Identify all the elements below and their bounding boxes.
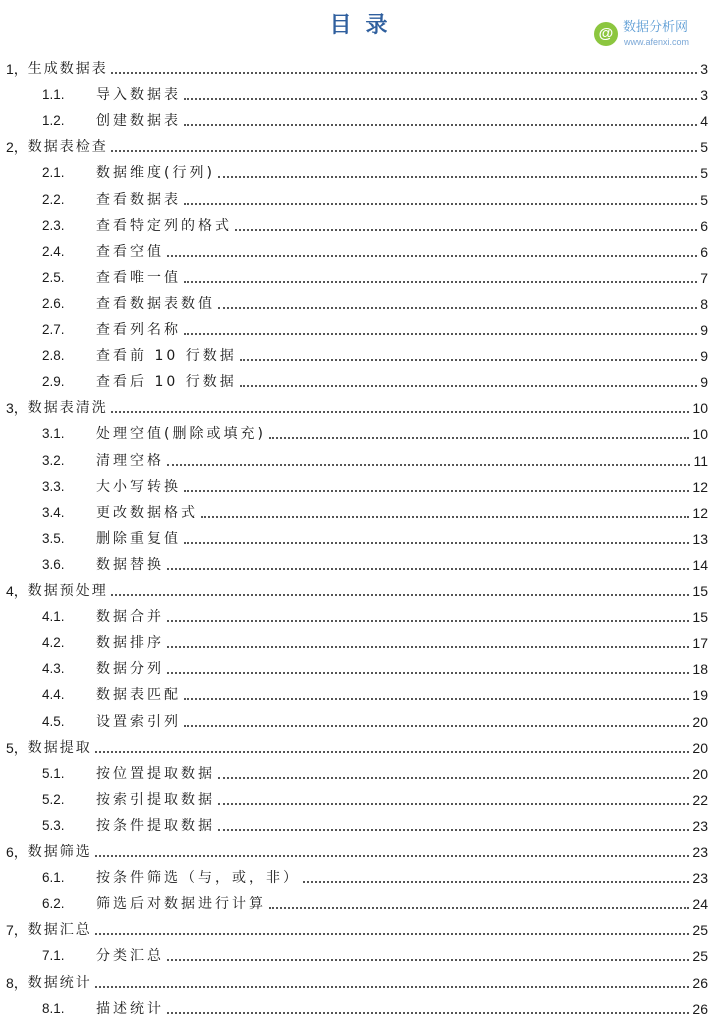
toc-section-entry[interactable] xyxy=(42,448,708,470)
toc-page-number: 11 xyxy=(693,452,708,469)
toc-entry-label: 创建数据表 xyxy=(96,113,181,130)
toc-entry-label: 数据筛选 xyxy=(27,844,92,860)
toc-dot-leader xyxy=(184,725,689,727)
toc-entry-number: 3.4. xyxy=(42,504,65,520)
toc-dot-leader xyxy=(167,255,697,257)
toc-section-entry[interactable] xyxy=(42,865,708,887)
toc-entry-number: 3.1. xyxy=(42,426,65,442)
logo-url: www.afenxi.com xyxy=(624,37,690,47)
toc-entry-label: 查看列名称 xyxy=(96,322,181,338)
toc-section-entry[interactable] xyxy=(42,709,708,731)
toc-page-number: 9 xyxy=(700,322,708,338)
toc-dot-leader xyxy=(167,959,689,961)
toc-entry-number: 2.9. xyxy=(42,374,65,390)
toc-entry-number: 7， xyxy=(6,922,28,939)
toc-dot-leader xyxy=(184,203,697,205)
toc-entry-number: 4.2. xyxy=(42,635,65,651)
toc-entry-label: 数据排序 xyxy=(96,635,164,652)
toc-section-entry[interactable] xyxy=(42,213,708,235)
toc-dot-leader xyxy=(95,986,690,988)
toc-page-number: 5 xyxy=(700,165,708,182)
toc-page-number: 25 xyxy=(692,922,708,939)
toc-entry-number: 3.6. xyxy=(42,556,65,572)
toc-page-number: 4 xyxy=(700,113,708,130)
toc-section-entry[interactable] xyxy=(42,343,708,365)
toc-section-entry[interactable] xyxy=(42,369,708,391)
toc-page-number: 6 xyxy=(700,217,708,234)
toc-entry-label: 生成数据表 xyxy=(27,61,108,77)
toc-entry-number: 3.3. xyxy=(42,478,65,494)
page-title: 目录 xyxy=(329,12,402,38)
logo-at-icon: @ xyxy=(594,22,618,46)
toc-entry-number: 3.5. xyxy=(42,530,65,546)
toc-dot-leader xyxy=(201,516,689,518)
toc-entry-label: 数据预处理 xyxy=(27,583,108,599)
toc-page-number: 20 xyxy=(692,765,708,782)
toc-entry-label: 数据表检查 xyxy=(27,139,108,156)
toc-entry-number: 8， xyxy=(6,974,28,991)
toc-entry-number: 2.3. xyxy=(42,217,65,233)
toc-entry-label: 处理空值(删除或填充) xyxy=(96,426,266,443)
toc-page-number: 7 xyxy=(700,269,708,286)
toc-dot-leader xyxy=(218,307,697,309)
toc-section-entry[interactable] xyxy=(42,265,708,287)
toc-section-entry[interactable] xyxy=(42,291,708,313)
toc-section-entry[interactable] xyxy=(42,943,708,965)
toc-dot-leader xyxy=(111,594,690,596)
toc-page-number: 22 xyxy=(692,791,708,808)
toc-dot-leader xyxy=(167,1012,689,1014)
toc-section-entry[interactable] xyxy=(42,239,708,261)
logo-name: 数据分析网 xyxy=(623,20,689,35)
toc-entry-number: 4.3. xyxy=(42,661,65,677)
toc-entry-label: 按位置提取数据 xyxy=(96,765,215,782)
toc-dot-leader xyxy=(95,751,690,753)
toc-page-number: 12 xyxy=(692,478,708,495)
toc-entry-number: 2， xyxy=(6,139,28,156)
toc-entry-number: 6， xyxy=(6,844,28,860)
toc-dot-leader xyxy=(111,150,697,152)
toc-page-number: 9 xyxy=(700,348,708,365)
toc-page-number: 15 xyxy=(692,583,708,599)
site-logo xyxy=(594,20,714,50)
toc-entry-number: 2.7. xyxy=(42,322,65,337)
toc-page-number: 3 xyxy=(700,87,708,104)
toc-section-entry[interactable] xyxy=(42,813,708,835)
toc-page-number: 23 xyxy=(692,844,708,860)
toc-page-number: 6 xyxy=(700,243,708,260)
toc-dot-leader xyxy=(167,672,689,674)
toc-dot-leader xyxy=(303,881,689,883)
toc-entry-label: 查看唯一值 xyxy=(96,269,181,286)
toc-entry-number: 1.1. xyxy=(42,87,65,103)
toc-chapter-entry[interactable] xyxy=(6,970,708,992)
toc-page-number: 10 xyxy=(692,400,708,417)
toc-section-entry[interactable] xyxy=(42,474,708,496)
toc-dot-leader xyxy=(269,907,689,909)
toc-page-number: 24 xyxy=(692,896,708,913)
toc-section-entry[interactable] xyxy=(42,996,708,1018)
toc-dot-leader xyxy=(184,98,697,100)
toc-chapter-entry[interactable] xyxy=(6,56,708,78)
toc-section-entry[interactable] xyxy=(42,317,708,339)
toc-entry-label: 数据汇总 xyxy=(27,922,92,939)
toc-entry-label: 导入数据表 xyxy=(96,87,181,104)
toc-dot-leader xyxy=(184,124,697,126)
toc-page-number: 13 xyxy=(692,530,708,547)
toc-dot-leader xyxy=(240,359,697,361)
toc-entry-number: 4.1. xyxy=(42,609,65,625)
toc-page-number: 9 xyxy=(700,374,708,391)
toc-section-entry[interactable] xyxy=(42,108,708,130)
toc-dot-leader xyxy=(184,333,697,335)
toc-section-entry[interactable] xyxy=(42,160,708,182)
toc-section-entry[interactable] xyxy=(42,891,708,913)
toc-section-entry[interactable] xyxy=(42,761,708,783)
toc-page-number: 20 xyxy=(692,713,708,730)
toc-chapter-entry[interactable] xyxy=(6,134,708,156)
toc-page-number: 23 xyxy=(692,870,708,887)
toc-entry-label: 查看数据表数值 xyxy=(96,295,215,312)
toc-entry-label: 数据合并 xyxy=(96,609,164,626)
toc-entry-number: 2.8. xyxy=(42,348,65,364)
toc-dot-leader xyxy=(95,855,690,857)
toc-chapter-entry[interactable] xyxy=(6,395,708,417)
toc-entry-label: 数据维度(行列) xyxy=(96,165,215,182)
toc-entry-number: 5， xyxy=(6,739,28,756)
toc-section-entry[interactable] xyxy=(42,187,708,209)
toc-dot-leader xyxy=(269,437,689,439)
toc-entry-label: 查看空值 xyxy=(96,243,164,260)
toc-dot-leader xyxy=(167,568,689,570)
toc-entry-label: 按条件提取数据 xyxy=(96,817,215,834)
toc-entry-label: 分类汇总 xyxy=(96,948,164,965)
toc-page-number: 26 xyxy=(692,974,708,991)
toc-page-number: 14 xyxy=(692,556,708,573)
toc-section-entry[interactable] xyxy=(42,656,708,678)
toc-dot-leader xyxy=(184,542,689,544)
toc-section-entry[interactable] xyxy=(42,421,708,443)
toc-entry-number: 2.4. xyxy=(42,243,65,259)
toc-entry-number: 5.3. xyxy=(42,817,65,833)
toc-entry-number: 7.1. xyxy=(42,948,65,964)
toc-entry-label: 查看后 10 行数据 xyxy=(96,374,237,391)
toc-section-entry[interactable] xyxy=(42,526,708,548)
toc-entry-label: 筛选后对数据进行计算 xyxy=(96,896,266,913)
toc-entry-label: 描述统计 xyxy=(96,1000,164,1017)
toc-entry-label: 更改数据格式 xyxy=(96,504,198,521)
toc-dot-leader xyxy=(218,829,689,831)
toc-entry-number: 5.1. xyxy=(42,765,65,781)
toc-entry-number: 2.1. xyxy=(42,165,65,181)
toc-dot-leader xyxy=(167,464,690,466)
toc-dot-leader xyxy=(167,646,689,648)
toc-entry-label: 按索引提取数据 xyxy=(96,791,215,808)
toc-dot-leader xyxy=(218,777,689,779)
toc-entry-label: 查看前 10 行数据 xyxy=(96,348,237,365)
toc-dot-leader xyxy=(95,933,690,935)
toc-entry-number: 2.6. xyxy=(42,295,65,311)
toc-entry-number: 4.5. xyxy=(42,713,65,729)
toc-entry-label: 数据替换 xyxy=(96,556,164,573)
toc-page-number: 5 xyxy=(700,139,708,156)
toc-entry-label: 查看数据表 xyxy=(96,191,181,208)
toc-entry-label: 大小写转换 xyxy=(96,478,181,495)
toc-entry-number: 5.2. xyxy=(42,791,65,807)
toc-entry-number: 4.4. xyxy=(42,687,65,703)
toc-dot-leader xyxy=(240,385,697,387)
toc-chapter-entry[interactable] xyxy=(6,917,708,939)
toc-page-number: 10 xyxy=(692,426,708,443)
toc-dot-leader xyxy=(167,620,689,622)
toc-section-entry[interactable] xyxy=(42,604,708,626)
toc-section-entry[interactable] xyxy=(42,500,708,522)
toc-entry-label: 数据统计 xyxy=(27,974,92,991)
toc-entry-number: 2.2. xyxy=(42,191,65,207)
toc-section-entry[interactable] xyxy=(42,630,708,652)
toc-entry-number: 8.1. xyxy=(42,1000,65,1016)
toc-page-number: 18 xyxy=(692,661,708,678)
toc-entry-number: 3.2. xyxy=(42,452,65,468)
toc-entry-number: 2.5. xyxy=(42,269,65,285)
toc-dot-leader xyxy=(184,698,689,700)
toc-page-number: 26 xyxy=(692,1000,708,1017)
toc-dot-leader xyxy=(235,229,697,231)
toc-chapter-entry[interactable] xyxy=(6,839,708,861)
toc-page-number: 17 xyxy=(692,635,708,652)
toc-page-number: 19 xyxy=(692,687,708,704)
toc-section-entry[interactable] xyxy=(42,552,708,574)
toc-dot-leader xyxy=(184,490,689,492)
toc-entry-label: 数据分列 xyxy=(96,661,164,678)
toc-dot-leader xyxy=(111,411,690,413)
toc-entry-label: 设置索引列 xyxy=(96,713,181,730)
toc-dot-leader xyxy=(218,803,689,805)
toc-page-number: 25 xyxy=(692,948,708,965)
toc-entry-label: 数据表清洗 xyxy=(27,400,108,417)
toc-section-entry[interactable] xyxy=(42,682,708,704)
toc-page-number: 8 xyxy=(700,295,708,312)
toc-dot-leader xyxy=(111,72,697,74)
toc-entry-number: 6.1. xyxy=(42,870,65,886)
toc-entry-label: 数据表匹配 xyxy=(96,687,181,704)
toc-chapter-entry[interactable] xyxy=(6,735,708,757)
toc-page-number: 3 xyxy=(700,61,708,77)
toc-entry-label: 数据提取 xyxy=(27,739,92,756)
toc-entry-label: 按条件筛选（与，或，非） xyxy=(96,870,300,887)
toc-dot-leader xyxy=(218,176,697,178)
toc-entry-number: 1， xyxy=(6,61,28,77)
toc-chapter-entry[interactable] xyxy=(6,578,708,600)
toc-page-number: 12 xyxy=(692,504,708,521)
toc-dot-leader xyxy=(184,281,697,283)
toc-entry-label: 查看特定列的格式 xyxy=(96,217,232,234)
toc-section-entry[interactable] xyxy=(42,82,708,104)
toc-entry-label: 清理空格 xyxy=(96,452,164,469)
toc-entry-number: 4， xyxy=(6,583,28,599)
toc-page-number: 15 xyxy=(692,609,708,626)
toc-page-number: 20 xyxy=(692,739,708,756)
toc-page-number: 5 xyxy=(700,191,708,208)
toc-section-entry[interactable] xyxy=(42,787,708,809)
toc-entry-label: 删除重复值 xyxy=(96,530,181,547)
toc-page-number: 23 xyxy=(692,817,708,834)
toc-entry-number: 3， xyxy=(6,400,28,417)
toc-entry-number: 1.2. xyxy=(42,113,65,129)
toc-entry-number: 6.2. xyxy=(42,896,65,912)
